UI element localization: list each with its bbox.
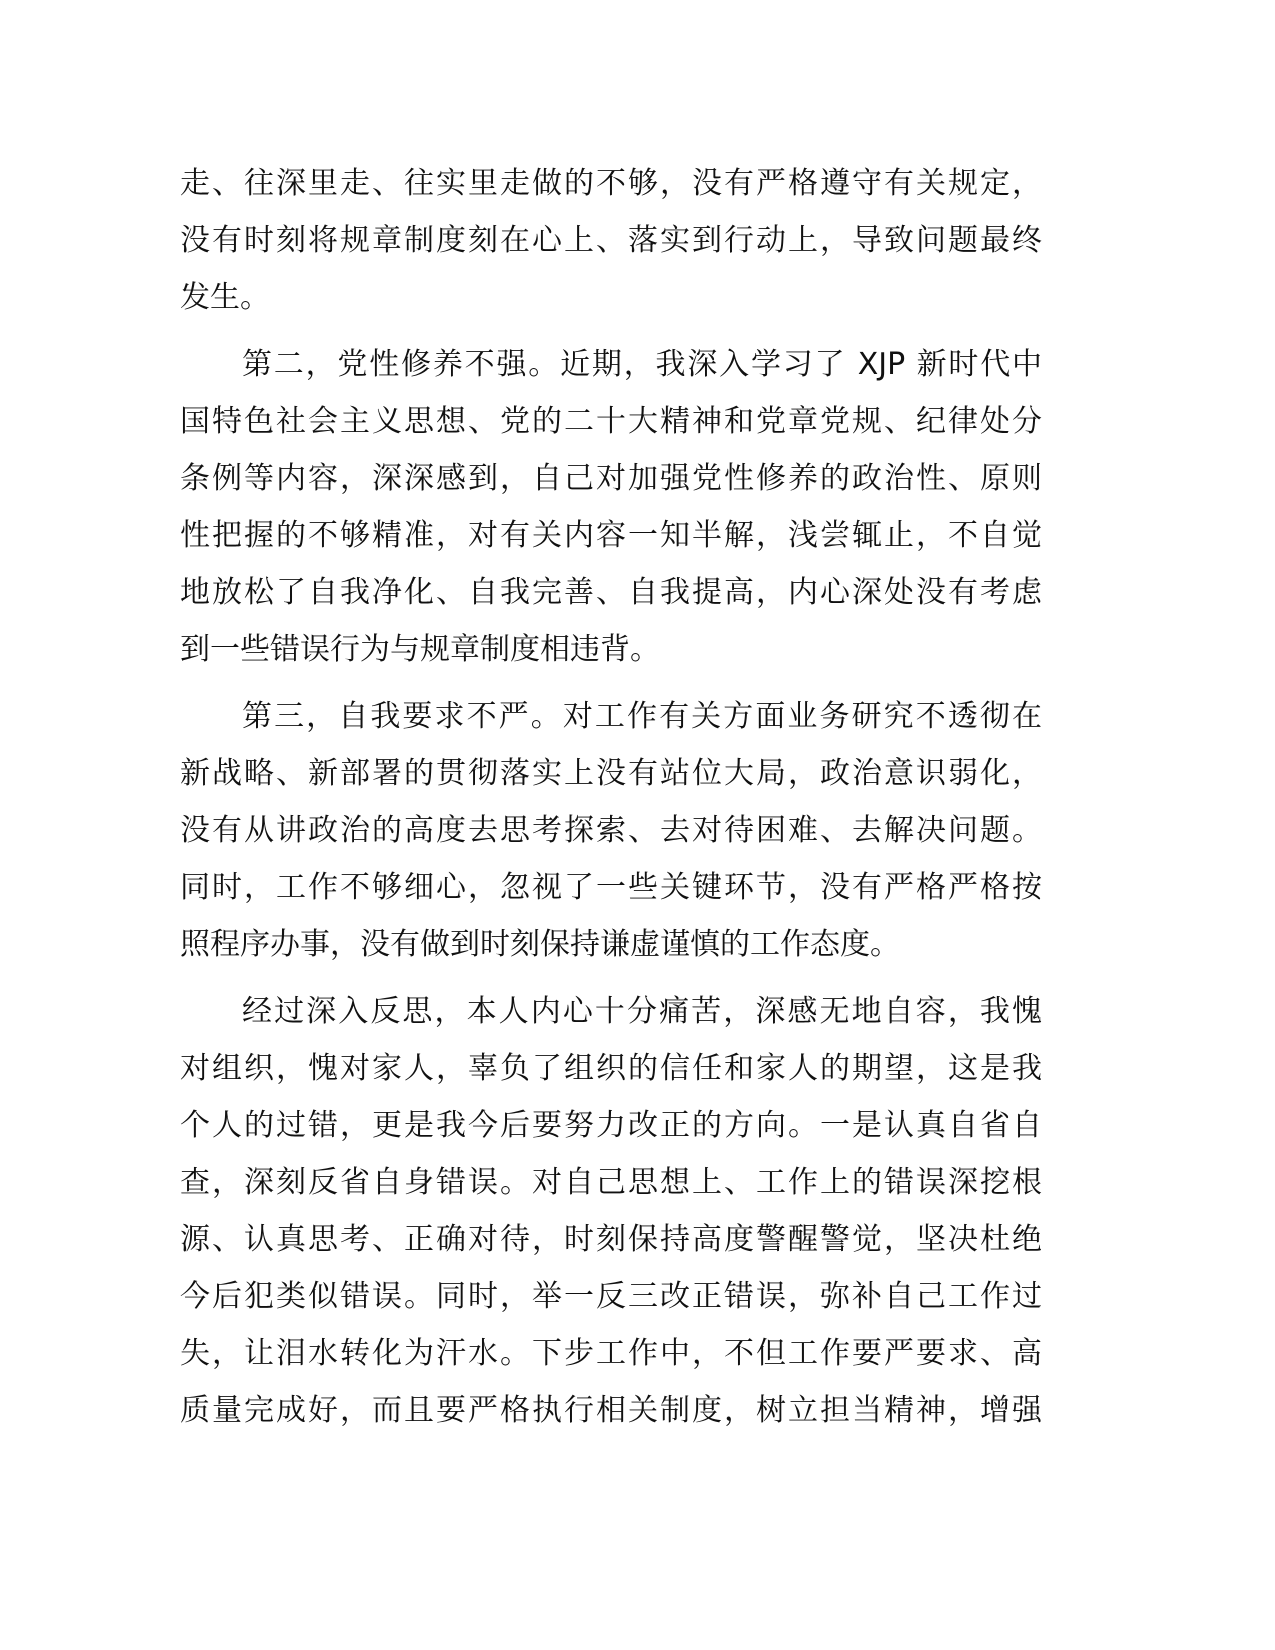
text-line: 发生。 xyxy=(180,280,270,315)
text-line: 同时，工作不够细心，忽视了一些关键环节，没有严格严格按 xyxy=(180,870,1042,905)
text-line: 没有从讲政治的高度去思考探索、去对待困难、去解决问题。 xyxy=(180,813,1042,848)
text-line: 对组织，愧对家人，辜负了组织的信任和家人的期望，这是我 xyxy=(180,1051,1042,1086)
text-line: 条例等内容，深深感到，自己对加强党性修养的政治性、原则 xyxy=(180,461,1042,496)
text-line: 地放松了自我净化、自我完善、自我提高，内心深处没有考虑 xyxy=(180,575,1042,610)
text-line: 照程序办事，没有做到时刻保持谦虚谨慎的工作态度。 xyxy=(180,927,900,962)
text-line: 到一些错误行为与规章制度相违背。 xyxy=(180,632,660,667)
paragraph-4 xyxy=(180,983,1042,1439)
text-line: 走、往深里走、往实里走做的不够，没有严格遵守有关规定， xyxy=(180,166,1042,201)
text-line: 第三，自我要求不严。对工作有关方面业务研究不透彻在 xyxy=(242,699,1042,734)
text-line: 国特色社会主义思想、党的二十大精神和党章党规、纪律处分 xyxy=(180,404,1042,439)
text-line: 源、认真思考、正确对待，时刻保持高度警醒警觉，坚决杜绝 xyxy=(180,1222,1042,1257)
text-line: 没有时刻将规章制度刻在心上、落实到行动上，导致问题最终 xyxy=(180,223,1042,258)
document-body xyxy=(180,155,1042,1439)
paragraph-2 xyxy=(180,336,1042,678)
text-line: 经过深入反思，本人内心十分痛苦，深感无地自容，我愧 xyxy=(242,994,1042,1029)
text-line: 性把握的不够精准，对有关内容一知半解，浅尝辄止，不自觉 xyxy=(180,518,1042,553)
text-line: 新战略、新部署的贯彻落实上没有站位大局，政治意识弱化， xyxy=(180,756,1042,791)
paragraph-3 xyxy=(180,688,1042,973)
text-line: 第二，党性修养不强。近期，我深入学习了 XJP 新时代中 xyxy=(242,347,1042,382)
text-line: 质量完成好，而且要严格执行相关制度，树立担当精神，增强 xyxy=(180,1393,1042,1428)
text-line: 个人的过错，更是我今后要努力改正的方向。一是认真自省自 xyxy=(180,1108,1042,1143)
paragraph-gap xyxy=(180,326,1042,336)
text-line: 今后犯类似错误。同时，举一反三改正错误，弥补自己工作过 xyxy=(180,1279,1042,1314)
text-line: 查，深刻反省自身错误。对自己思想上、工作上的错误深挖根 xyxy=(180,1165,1042,1200)
paragraph-gap xyxy=(180,678,1042,688)
paragraph-gap xyxy=(180,973,1042,983)
paragraph-1 xyxy=(180,155,1042,326)
text-line: 失，让泪水转化为汗水。下步工作中，不但工作要严要求、高 xyxy=(180,1336,1042,1371)
